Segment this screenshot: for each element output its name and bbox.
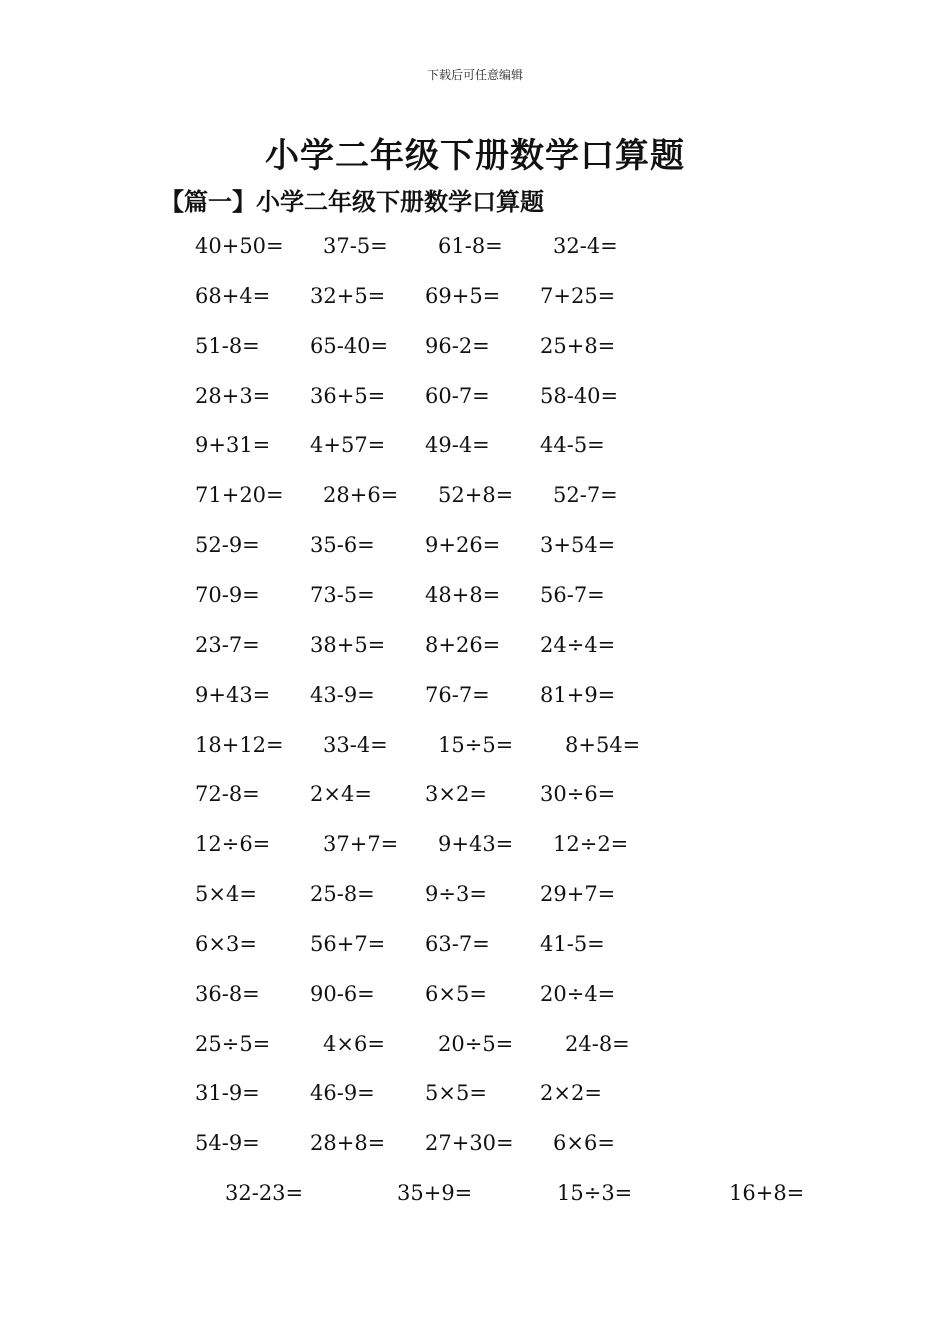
- problem-row: [0, 384, 950, 414]
- problem-row: [0, 334, 950, 364]
- arithmetic-problem: 63-7=: [425, 931, 490, 956]
- arithmetic-problem: 90-6=: [310, 981, 375, 1006]
- arithmetic-problem: 52-9=: [195, 533, 260, 558]
- arithmetic-problem: 15÷3=: [557, 1181, 633, 1206]
- arithmetic-problem: 71+20=: [195, 483, 284, 508]
- problem-row: [0, 982, 950, 1012]
- arithmetic-problem: 49-4=: [425, 433, 490, 458]
- arithmetic-problem: 5×4=: [195, 882, 257, 907]
- problem-row: [0, 882, 950, 912]
- arithmetic-problem: 60-7=: [425, 383, 490, 408]
- problem-row: [0, 633, 950, 663]
- arithmetic-problem: 2×2=: [540, 1081, 602, 1106]
- arithmetic-problem: 61-8=: [438, 234, 503, 258]
- problem-row: [0, 1131, 950, 1161]
- arithmetic-problem: 37+7=: [323, 832, 399, 857]
- arithmetic-problem: 58-40=: [540, 383, 619, 408]
- arithmetic-problem: 4+57=: [310, 433, 386, 458]
- arithmetic-problem: 31-9=: [195, 1081, 260, 1106]
- arithmetic-problem: 9÷3=: [425, 882, 487, 907]
- problem-row: [0, 533, 950, 563]
- arithmetic-problem: 72-8=: [195, 782, 260, 807]
- problem-row: [0, 932, 950, 962]
- arithmetic-problem: 38+5=: [310, 632, 386, 657]
- arithmetic-problem: 69+5=: [425, 283, 501, 308]
- arithmetic-problem: 35+9=: [397, 1181, 473, 1206]
- arithmetic-problem: 41-5=: [540, 931, 605, 956]
- arithmetic-problem: 16+8=: [729, 1181, 805, 1206]
- arithmetic-problem: 9+43=: [438, 832, 514, 857]
- arithmetic-problem: 29+7=: [540, 882, 616, 907]
- problem-row: [0, 782, 950, 812]
- arithmetic-problem: 33-4=: [323, 732, 388, 757]
- arithmetic-problem: 56-7=: [540, 582, 605, 607]
- arithmetic-problem: 51-8=: [195, 333, 260, 358]
- problem-row: [0, 1081, 950, 1111]
- arithmetic-problem: 8+54=: [565, 732, 641, 757]
- arithmetic-problem: 44-5=: [540, 433, 605, 458]
- arithmetic-problem: 40+50=: [195, 234, 284, 258]
- arithmetic-problem: 68+4=: [195, 283, 271, 308]
- arithmetic-problem: 32-4=: [553, 234, 618, 258]
- arithmetic-problem: 15÷5=: [438, 732, 514, 757]
- arithmetic-problem: 32+5=: [310, 283, 386, 308]
- arithmetic-problem: 28+6=: [323, 483, 399, 508]
- arithmetic-problem: 5×5=: [425, 1081, 487, 1106]
- arithmetic-problem: 35-6=: [310, 533, 375, 558]
- arithmetic-problem: 20÷4=: [540, 981, 616, 1006]
- problem-row: [0, 683, 950, 713]
- arithmetic-problem: 56+7=: [310, 931, 386, 956]
- arithmetic-problem: 3+54=: [540, 533, 616, 558]
- problem-row: [0, 832, 950, 862]
- arithmetic-problem: 9+26=: [425, 533, 501, 558]
- arithmetic-problem: 9+31=: [195, 433, 271, 458]
- section-heading: 【篇一】小学二年级下册数学口算题: [160, 187, 544, 216]
- arithmetic-problem: 25+8=: [540, 333, 616, 358]
- arithmetic-problem: 28+3=: [195, 383, 271, 408]
- page-title: 小学二年级下册数学口算题: [265, 136, 685, 176]
- arithmetic-problem: 6×3=: [195, 931, 257, 956]
- arithmetic-problem: 96-2=: [425, 333, 490, 358]
- arithmetic-problem: 28+8=: [310, 1131, 386, 1156]
- arithmetic-problem: 54-9=: [195, 1131, 260, 1156]
- arithmetic-problem: 27+30=: [425, 1131, 514, 1156]
- arithmetic-problem: 32-23=: [225, 1181, 304, 1206]
- arithmetic-problem: 76-7=: [425, 682, 490, 707]
- arithmetic-problem: 70-9=: [195, 582, 260, 607]
- arithmetic-problem: 52+8=: [438, 483, 514, 508]
- arithmetic-problem: 48+8=: [425, 582, 501, 607]
- arithmetic-problem: 43-9=: [310, 682, 375, 707]
- arithmetic-problem: 23-7=: [195, 632, 260, 657]
- problem-row: [0, 1181, 950, 1211]
- arithmetic-problem: 6×5=: [425, 981, 487, 1006]
- problem-row: [0, 234, 950, 264]
- arithmetic-problem: 30÷6=: [540, 782, 616, 807]
- problem-row: [0, 284, 950, 314]
- arithmetic-problem: 36-8=: [195, 981, 260, 1006]
- arithmetic-problem: 73-5=: [310, 582, 375, 607]
- problem-row: [0, 733, 950, 763]
- arithmetic-problem: 25÷5=: [195, 1031, 271, 1056]
- header-note: 下载后可任意编辑: [426, 68, 523, 82]
- arithmetic-problem: 7+25=: [540, 283, 616, 308]
- arithmetic-problem: 8+26=: [425, 632, 501, 657]
- arithmetic-problem: 25-8=: [310, 882, 375, 907]
- arithmetic-problem: 3×2=: [425, 782, 487, 807]
- arithmetic-problem: 12÷6=: [195, 832, 271, 857]
- problem-row: [0, 583, 950, 613]
- problem-row: [0, 483, 950, 513]
- problem-row: [0, 1032, 950, 1062]
- problem-row: [0, 433, 950, 463]
- arithmetic-problem: 12÷2=: [553, 832, 629, 857]
- arithmetic-problem: 46-9=: [310, 1081, 375, 1106]
- arithmetic-problem: 65-40=: [310, 333, 389, 358]
- arithmetic-problem: 2×4=: [310, 782, 372, 807]
- arithmetic-problem: 18+12=: [195, 732, 284, 757]
- arithmetic-problem: 4×6=: [323, 1031, 385, 1056]
- arithmetic-problem: 6×6=: [553, 1131, 615, 1156]
- arithmetic-problem: 81+9=: [540, 682, 616, 707]
- arithmetic-problem: 20÷5=: [438, 1031, 514, 1056]
- arithmetic-problem: 36+5=: [310, 383, 386, 408]
- arithmetic-problem: 52-7=: [553, 483, 618, 508]
- arithmetic-problem: 24-8=: [565, 1031, 630, 1056]
- arithmetic-problem: 9+43=: [195, 682, 271, 707]
- arithmetic-problem: 24÷4=: [540, 632, 616, 657]
- arithmetic-problem: 37-5=: [323, 234, 388, 258]
